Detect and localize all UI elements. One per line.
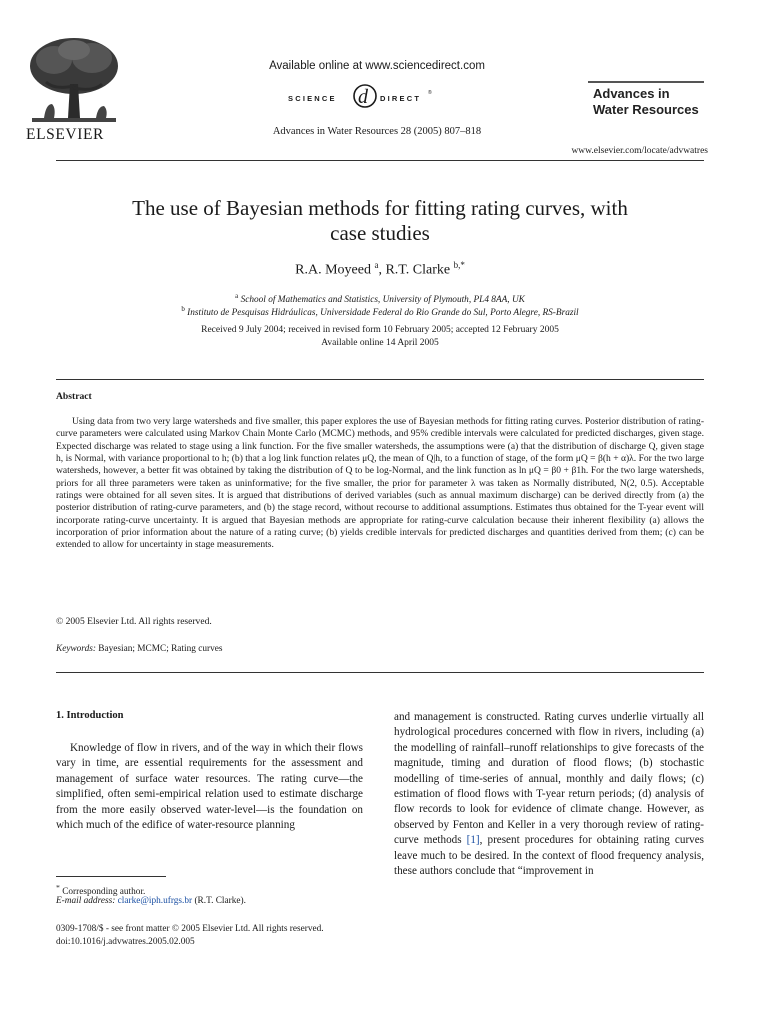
footnote-corresponding-text: Corresponding author. [62,887,146,898]
available-online-date: Available online 14 April 2005 [321,338,439,348]
abstract-heading: Abstract [56,391,92,402]
affiliation-a-mark: a [235,292,239,300]
sciencedirect-logo [288,82,448,112]
paper-title-line1: The use of Bayesian methods for fitting rating curves, with [132,196,628,220]
email-label: E-mail address: [56,896,116,906]
paper-title-line2: case studies [330,221,430,245]
section-heading-introduction: 1. Introduction [56,710,124,721]
intro-right-text-2: , present procedures for obtaining rating curves leave much to be desired. In the context of flood frequency analysis, these authors conclude that “improvement in [394,834,705,878]
abstract-copyright: © 2005 Elsevier Ltd. All rights reserved. [56,616,212,627]
sd-logo-mark: ® [428,90,432,96]
citation-link-1[interactable]: [1] [466,834,480,847]
publisher-name: ELSEVIER [26,126,104,143]
left-column [56,741,363,833]
affiliation-a [56,292,704,305]
journal-url-link[interactable]: www.elsevier.com/locate/advwatres [571,146,708,156]
affiliation-b-text: Instituto de Pesquisas Hidráulicas, Universidade Federal do Rio Grande do Sul, Porto Alegre, RS-Brazil [187,308,579,319]
footnote-divider [56,876,166,877]
abstract-bottom-divider [56,672,704,673]
doi-line[interactable]: doi:10.1016/j.advwatres.2005.02.005 [56,937,195,947]
footnote-email [56,896,246,906]
email-link[interactable]: clarke@iph.ufrgs.br [117,896,193,906]
author-moyeed: R.A. Moyeed [295,262,371,278]
keywords-list: Bayesian; MCMC; Rating curves [98,644,223,654]
author-moyeed-sup: a [374,260,379,270]
affiliation-b-mark: b [181,305,185,313]
footnote-corresponding [56,883,145,897]
journal-title-line2: Water Resources [593,102,699,117]
affiliation-a-text: School of Mathematics and Statistics, University of Plymouth, PL4 8AA, UK [240,295,525,306]
authors-line: R.A. Moyeed $^a$, R.T. Clarke $^{b,*}$ [295,260,465,278]
intro-right-text-1: and management is constructed. Rating curves underlie virtually all hydrological procedures concerned with flow in rivers, including (a) the modelling of rainfall–runoff relationships to give forecasts of the magnitude, timing and duration of flood flows; (b) stochastic modelling of time-series of annual, monthly and daily flows; (c) estimation of flood flows with T-year return periods; (d) analysis of flow records to look for evidence of climate change. However, as observed by Fenton and Keller in a very thorough review of rating-curve methods [394,711,704,847]
intro-paragraph-left: Knowledge of flow in rivers, and of the way in which their flows vary in time, are essential requirements for the assessment and management of surface water resources. The rating curve—the simplified, often semi-empirical relation used to estimate discharge from the more easily observed water-level—is the foundation on which much of the edifice of water-resource planning [56,742,363,832]
abstract-top-divider [56,379,704,380]
keywords-label: Keywords: [56,644,96,654]
journal-reference: Advances in Water Resources 28 (2005) 807–818 [272,126,482,137]
issn-line: 0309-1708/$ - see front matter © 2005 Elsevier Ltd. All rights reserved. [56,924,324,934]
available-online-text: Available online at www.sciencedirect.com [269,60,485,72]
keywords-line [56,644,223,654]
footnote-mark: * [56,883,60,892]
journal-title-line1: Advances in [593,86,670,101]
right-column [394,710,704,879]
received-dates: Received 9 July 2004; received in revised form 10 February 2005; accepted 12 February 2005 [201,325,559,335]
elsevier-tree-logo [24,34,124,128]
sd-logo-right: DIRECT [380,94,422,103]
intro-paragraph-right [394,710,704,879]
abstract-body [56,416,704,552]
header-divider [56,160,704,161]
journal-title [593,86,743,118]
abstract-paragraph: Using data from two very large watersheds and five smaller, this paper explores the use of Bayesian methods for fitting rating curves. Posterior distribution of rating-curve parameters were calculated using Markov Chain Monte Carlo (MCMC) methods, and 95% credible intervals were calculated for predicted discharges, given stage. Expected discharge was related to stage using a link function. For the five smaller watersheds, the assumptions were (a) that the distribution of discharge Q, given stage h, is Normal, with variance proportional to h; (b) that a log link function relates μQ, the mean of Q|h, to a function of stage, of the form μQ = β(h + α)λ. For the two large watersheds, however, a better fit was obtained by taking the distribution of Q to be log-Normal, and the link function as ln μQ = β0 + β1h. For the two large watersheds, priors for all three parameters were taken as uninformative; for the five smaller, the prior for parameter λ was taken as Normally distributed, N(2, 0.5). Acceptable ratings were obtained for all seven sites. It is argued that distributions of derived variables (such as annual maximum discharge) can be derived directly from (a) the posterior distribution of rating-curve parameters, and (b) the stage record, without recourse to additional assumptions. Estimates thus obtained for the T-year event will incorporate rating-curve uncertainty. It is argued that Bayesian methods are appropriate for rating-curve calculation because their inherent flexibility (a) allows the incorporation of prior information about the nature of a rating curve; (b) yields credible intervals for predicted discharges and quantities derived from them; (c) can be extended to allow for uncertainty in stage measurements. [56,416,705,551]
author-clarke: R.T. Clarke [385,262,451,278]
journal-title-rule [588,81,704,83]
sd-logo-left: SCIENCE [288,94,337,103]
paper-title [56,196,704,246]
email-owner: (R.T. Clarke). [194,896,246,906]
svg-text:d: d [358,86,368,108]
affiliation-b [56,305,704,318]
author-clarke-sup: b,* [453,260,465,270]
